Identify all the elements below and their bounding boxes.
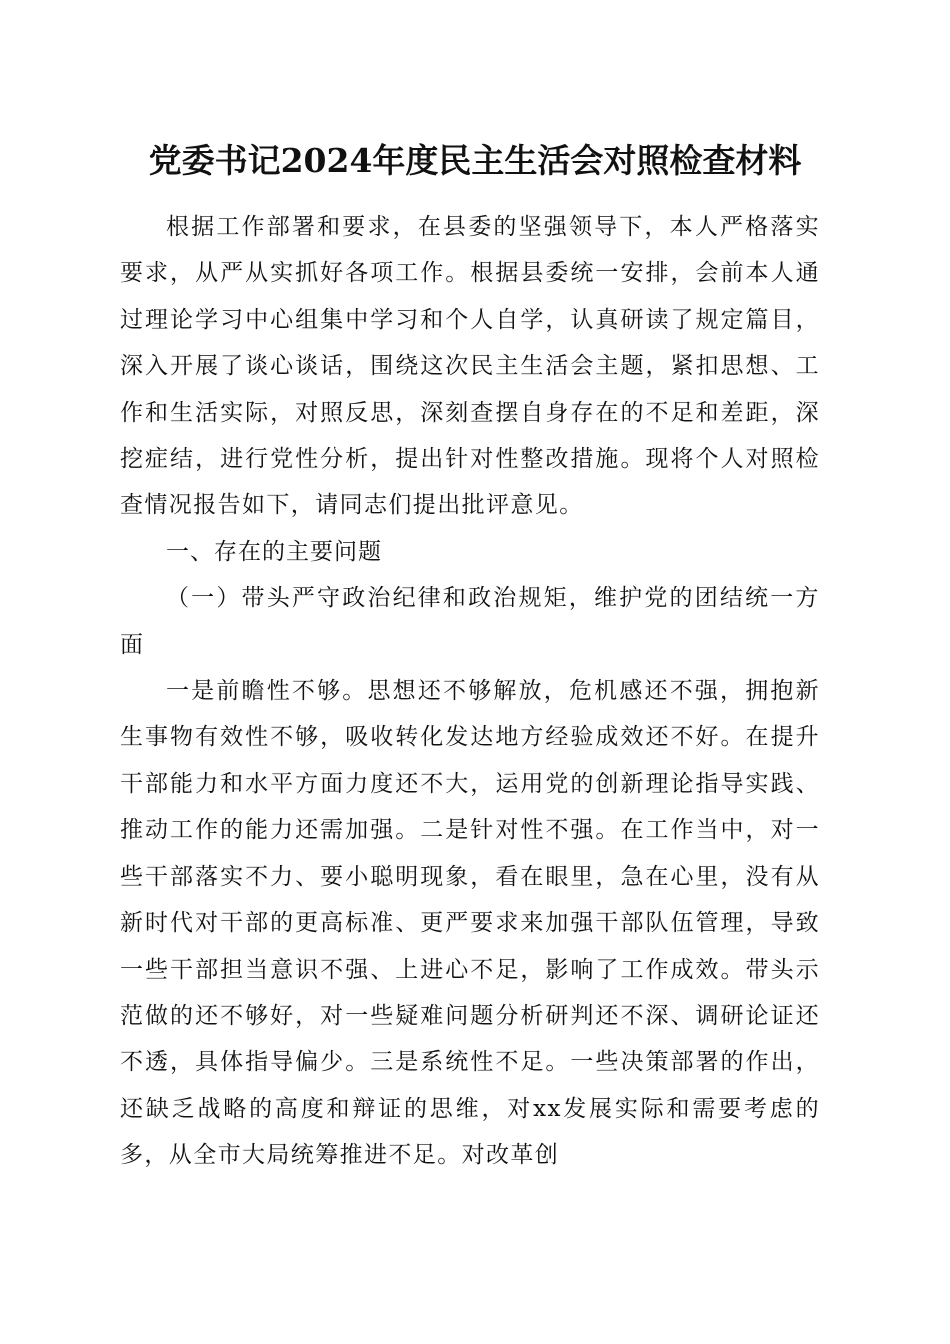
paragraph-text: 思想还不够解放，危机感还不强，拥抱新生事物有效性不够，吸收转化发达地方经验成效还不好。在提升干部能力和水平方面力度还不大，运用党的创新理论指导实践、推动工作的能力还需加强。二是针对性不强。在工作当中，对一些干部落实不力、要小聪明现象，看在眼里，急在心里，没有从新时代对干部的更高标准、更严要求来加强干部队伍管理，导致一些干部担当意识不强、上进心不足，影响了工作成效。带头示范做的还不够好，对一些疑难问题分析研判还不深、调研论证还不透，具体指导偏少。三是系统性不足。一些决策部署的作出，还缺乏战略的高度和辩证的思维，对xx发展实际和需要考虑的多，从全市大局统筹推进不足。对改革创 [120,678,821,1169]
section-heading: 一、存在的主要问题 [166,538,382,565]
paragraph-lead: 一是前瞻性不够。 [166,678,368,705]
intro-paragraph: 根据工作部署和要求，在县委的坚强领导下，本人严格落实要求，从严从实抓好各项工作。根据县委统一安排，会前本人通过理论学习中心组集中学习和个人自学，认真研读了规定篇目，深入开展了谈心谈话，围绕这次民主生活会主题，紧扣思想、工作和生活实际，对照反思，深刻查摆自身存在的不足和差距，深挖症结，进行党性分析，提出针对性整改措施。现将个人对照检查情况报告如下，请同志们提出批评意见。 [120,214,820,519]
document-title: 党委书记2024年度民主生活会对照检查材料 [148,141,802,180]
problem-paragraph [120,668,820,1178]
document-body [120,204,820,1179]
subsection-heading: （一）带头严守政治纪律和政治规矩，维护党的团结统一方面 [120,585,820,658]
